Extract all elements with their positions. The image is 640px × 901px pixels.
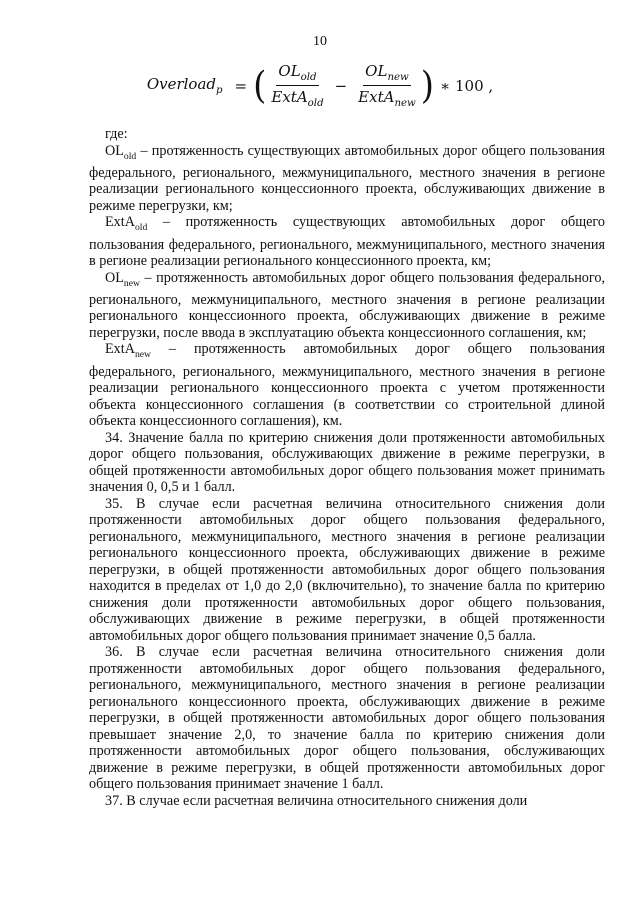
- paragraph-34: 34. Значение балла по критерию снижения доли протяженности автомобильных дорог общего пользования, обслуживающих движение в режиме перегрузки, в общей протяженности автомобильных дорог общего пользования может принимать значения 0, 0,5 и 1 балл.: [89, 429, 605, 496]
- paragraph-35: 35. В случае если расчетная величина относительного снижения доли протяженности автомобильных дорог общего пользования федерального, регионального, межмуниципального, местного значения в регионе реализации регионального концессионного проекта, обслуживающих движение в режиме перегрузки, в общей протяженности автомобильных дорог общего пользования находится в пределах от 1,0 до 2,0 (включительно), то значение балла по критерию снижения доли протяженности автомобильных дорог общего пользования, обслуживающих движение в режиме перегрузки, в общей протяженности автомобильных дорог общего пользования принимает значение 0,5 балла.: [89, 495, 605, 644]
- definition-ol-old: $OL_{old}$ – протяженность существующих автомобильных дорог общего пользования федерального, регионального, межмуниципального, местного значения в регионе реализации регионального концессионного проекта, обслуживающих движение в режиме перегрузки, км;: [89, 142, 605, 214]
- formula-close-paren: ): [420, 63, 435, 108]
- where-label: где:: [105, 126, 128, 142]
- document-body: [89, 126, 605, 809]
- formula-equals: =: [234, 76, 248, 95]
- definition-exta-old: ExtA$_{old}$ – протяженность существующих автомобильных дорог общего пользования федерального, регионального, межмуниципального, местного значения в регионе реализации регионального концессионного проекта, км;: [89, 214, 605, 270]
- formula-open-paren: (: [253, 63, 267, 108]
- paragraph-36: 36. В случае если расчетная величина относительного снижения доли протяженности автомобильных дорог общего пользования федерального, регионального, межмуниципального, местного значения в регионе реализации регионального концессионного проекта, обслуживающих движение в режиме перегрузки, в общей протяженности автомобильных дорог общего пользования превышает значение 2,0, то значение балла по критерию снижения доли протяженности автомобильных дорог общего пользования, обслуживающих движение в режиме перегрузки, в общей протяженности автомобильных дорог общего пользования принимает значение 1 балл.: [89, 644, 605, 793]
- formula-rhs: ∗ 100 ,: [440, 76, 494, 95]
- formula-lhs: Overload$_p$: [146, 75, 223, 96]
- definition-exta-new: ExtA$_{new}$ – протяженность автомобильных дорог общего пользования федерального, регионального, межмуниципального, местного значения в регионе реализации регионального концессионного проекта с учетом протяженности объекта концессионного соглашения (в соответствии со строительной длиной объекта концессионного соглашения), км.: [89, 341, 605, 430]
- formula-minus: −: [334, 76, 348, 95]
- overload-formula: [0, 62, 640, 109]
- formula-fraction-old: $\frac{OL_{old}}{ExtA_{old}}$: [271, 62, 324, 109]
- paragraph-37: 37. В случае если расчетная величина относительного снижения доли: [105, 792, 528, 809]
- definition-ol-new: $OL_{new}$ – протяженность автомобильных дорог общего пользования федерального, регионального, межмуниципального, местного значения в регионе реализации регионального концессионного проекта, обслуживающих движение в режиме перегрузки, после ввода в эксплуатацию объекта концессионного соглашения, км;: [89, 269, 605, 341]
- formula-fraction-new: $\frac{OL_{new}}{ExtA_{new}}$: [358, 62, 416, 109]
- page-number: 10: [313, 34, 327, 49]
